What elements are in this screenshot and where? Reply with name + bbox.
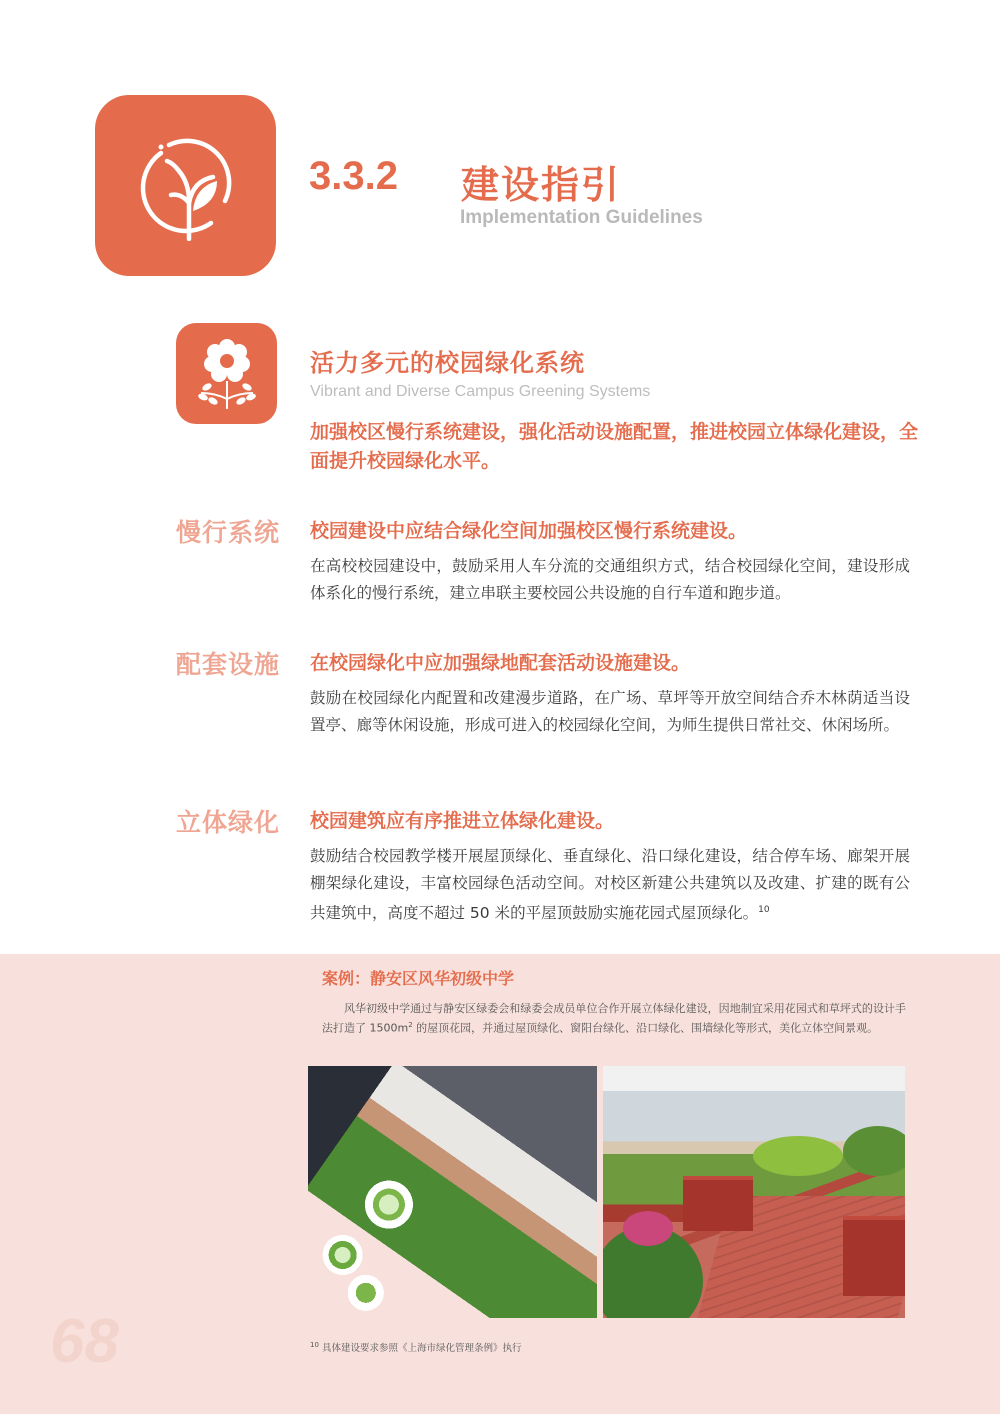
photo-planter-shape [683, 1176, 753, 1231]
block-body: 在高校校园建设中，鼓励采用人车分流的交通组织方式，结合校园绿化空间，建设形成体系化的慢行系统，建立串联主要校园公共设施的自行车道和跑步道。 [310, 557, 910, 602]
section-title: 建设指引 [461, 163, 622, 207]
case-photo-aerial [308, 1066, 597, 1318]
block-heading: 校园建筑应有序推进立体绿化建设。 [310, 810, 615, 832]
block-heading: 校园建设中应结合绿化空间加强校区慢行系统建设。 [310, 520, 748, 542]
block-label: 慢行系统 [176, 518, 281, 547]
subsection-lead: 加强校区慢行系统建设，强化活动设施配置，推进校园立体绿化建设，全面提升校园绿化水平。 [310, 421, 919, 472]
page-number: 68 [50, 1307, 119, 1376]
case-title: 案例：静安区风华初级中学 [322, 969, 515, 988]
block-label: 配套设施 [176, 650, 281, 679]
photo-planter-shape [843, 1216, 905, 1296]
block-body: 鼓励结合校园教学楼开展屋顶绿化、垂直绿化、沿口绿化建设，结合停车场、廊架开展棚架绿化建设，丰富校园绿色活动空间。对校区新建公共建筑以及改建、扩建的既有公共建筑中，高度不超过 50 米的平屋顶鼓励实施花园式屋顶绿化。$^{10}$ [310, 847, 910, 923]
flower-icon [176, 323, 277, 424]
case-body: 风华初级中学通过与静安区绿委会和绿委会成员单位合作开展立体绿化建设，因地制宜采用花园式和草坪式的设计手法打造了 $1500m^2$ 的屋顶花园，并通过屋顶绿化、窗阳台绿化、沿口绿化、围墙绿化等形式，美化立体空间景观。 [322, 1002, 906, 1035]
block-body: 鼓励在校园绿化内配置和改建漫步道路，在广场、草坪等开放空间结合乔木林荫适当设置亭、廊等休闲设施，形成可进入的校园绿化空间，为师生提供日常社交、休闲场所。 [310, 689, 910, 734]
block-label: 立体绿化 [176, 808, 281, 837]
photo-bush-shape [843, 1126, 905, 1176]
photo-flowers-shape [623, 1211, 673, 1246]
footnote: $^{10}$ 具体建设要求参照《上海市绿化管理条例》执行 [310, 1340, 522, 1354]
photo-bush-shape [753, 1136, 843, 1176]
sprout-in-circle-icon [95, 95, 276, 276]
block-heading: 在校园绿化中应加强绿地配套活动设施建设。 [310, 652, 691, 674]
section-title-en: Implementation Guidelines [460, 207, 703, 228]
section-number: 3.3.2 [309, 154, 398, 198]
subsection-title: 活力多元的校园绿化系统 [310, 349, 585, 377]
case-photo-rooftop-deck [603, 1066, 905, 1318]
footnote-ref[interactable]: 10 [758, 905, 770, 915]
subsection-title-en: Vibrant and Diverse Campus Greening Systems [310, 383, 651, 400]
